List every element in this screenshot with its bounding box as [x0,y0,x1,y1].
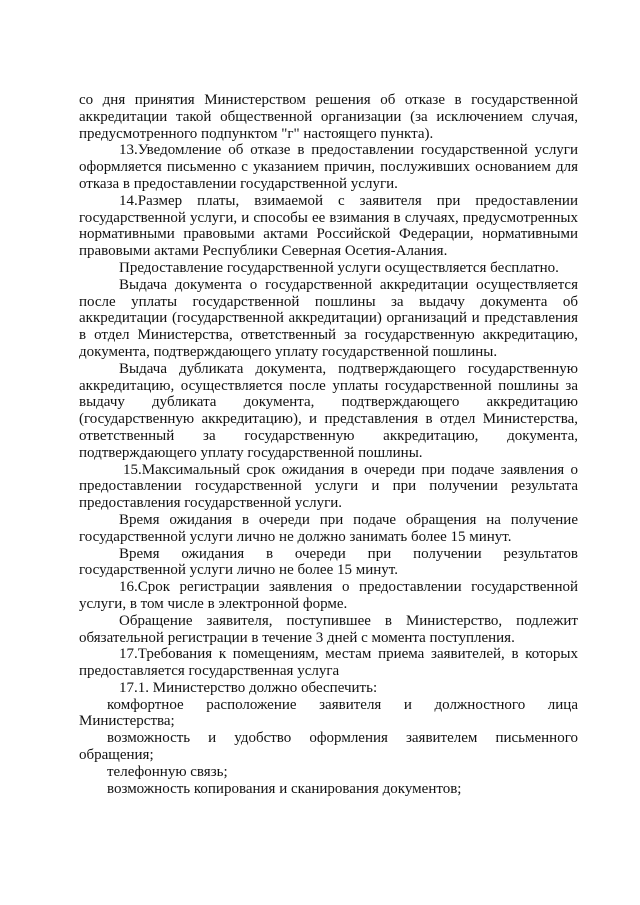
paragraph-15-max-wait: 15.Максимальный срок ожидания в очереди при подаче заявления о предоставлении государственной услуги и при получении результата предоставления государственной услуги. [79,461,578,512]
paragraph-17-1-ministry-duties: 17.1. Министерство должно обеспечить: [119,679,378,696]
paragraph-phone-connection: телефонную связь; [107,763,228,780]
paragraph-document-issuance: Выдача документа о государственной аккредитации осуществляется после уплаты государственной пошлины за выдачу документа об аккредитации (государственной аккредитации) организаций и представления в отдел Министерства, ответственный за государственную аккредитацию, документа, подтверждающего уплату государственной пошлины. [79,276,578,360]
paragraph-duplicate-issuance: Выдача дубликата документа, подтверждающего государственную аккредитацию, осуществляется после уплаты государственной пошлины за выдачу дубликата документа, подтверждающего аккредитацию (государственную аккредитацию), и представления в отдел Министерства, ответственный за государственную аккредитацию, документа, подтверждающего уплату государственной пошлины. [79,360,578,461]
paragraph-17-premises: 17.Требования к помещениям, местам приема заявителей, в которых предоставляется государственная услуга [79,646,578,680]
paragraph-comfortable-location: комфортное расположение заявителя и должностного лица Министерства; [79,696,578,730]
paragraph-written-appeal: возможность и удобство оформления заявителем письменного обращения; [79,730,578,764]
paragraph-14-fee: 14.Размер платы, взимаемой с заявителя при предоставлении государственной услуги, и способы ее взимания в случаях, предусмотренных нормативными правовыми актами Российской Федерации, нормативными правовыми актами Республики Северная Осетия-Алания. [79,192,578,260]
paragraph-copying-scanning: возможность копирования и сканирования документов; [107,780,462,797]
paragraph-registration-term: Обращение заявителя, поступившее в Министерство, подлежит обязательной регистрации в течение 3 дней с момента поступления. [79,612,578,646]
document-page [79,92,578,797]
paragraph-wait-submission: Время ожидания в очереди при подаче обращения на получение государственной услуги лично не должно занимать более 15 минут. [79,511,578,545]
paragraph-free-of-charge: Предоставление государственной услуги осуществляется бесплатно. [119,259,559,276]
paragraph-wait-result: Время ожидания в очереди при получении результатов государственной услуги лично не более 15 минут. [79,545,578,579]
paragraph-16-registration: 16.Срок регистрации заявления о предоставлении государственной услуги, в том числе в электронной форме. [79,579,578,612]
paragraph-refusal-continuation: со дня принятия Министерством решения об отказе в государственной аккредитации такой общественной организации (за исключением случая, предусмотренного подпунктом "г" настоящего пункта). [79,92,578,142]
paragraph-13-refusal-notice: 13.Уведомление об отказе в предоставлении государственной услуги оформляется письменно с указанием причин, послуживших основанием для отказа в предоставлении государственной услуги. [79,142,578,192]
